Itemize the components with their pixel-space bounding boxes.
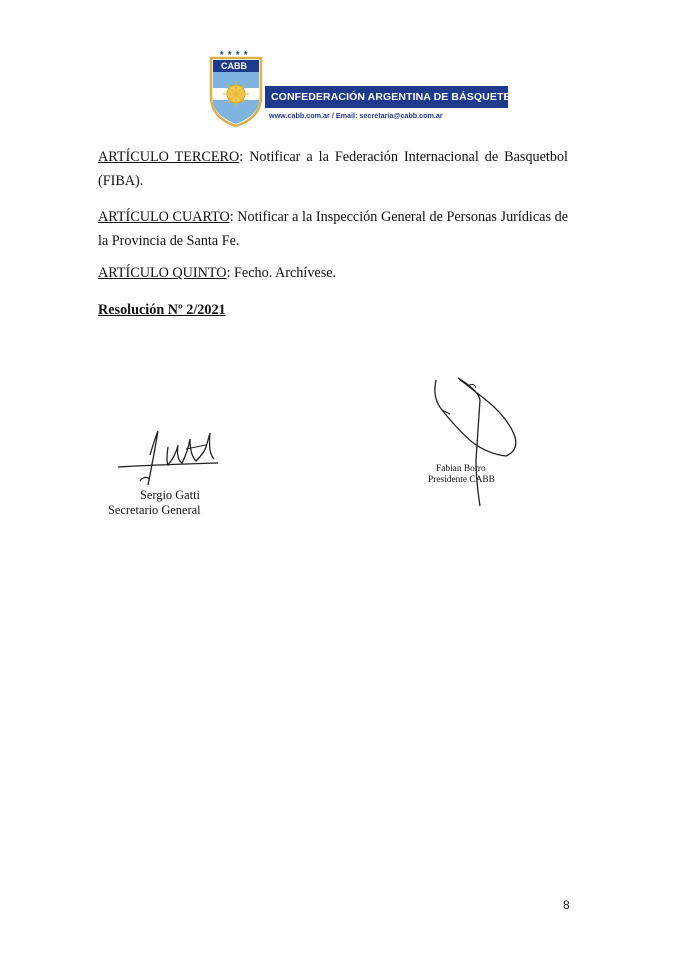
article-heading: ARTÍCULO CUARTO [98,209,230,225]
svg-text:★: ★ [219,50,225,57]
svg-text:★: ★ [235,50,241,57]
article-text: : Fecho. Archívese. [226,265,337,281]
article-tercero [98,145,568,193]
svg-text:★: ★ [227,50,233,57]
organization-banner: CONFEDERACIÓN ARGENTINA DE BÁSQUETBOL [265,86,508,108]
article-quinto [98,261,568,285]
article-text: : Notificar a la Federación Internacional de Basquetbol (FIBA). [98,149,568,189]
signatory-title-right: Presidente CABB [428,475,495,485]
handwritten-signature-right [428,370,523,510]
signatory-name-left: Sergio Gatti [140,488,200,502]
crest-label: CABB [221,61,247,71]
article-heading: ARTÍCULO TERCERO [98,149,240,165]
handwritten-signature-left [110,425,230,495]
letterhead [207,48,526,130]
svg-text:★: ★ [243,50,249,57]
resolution-number: Resolución Nº 2/2021 [98,302,226,318]
page-number: 8 [563,898,570,912]
signatory-name-right: Fabian Borro [436,464,486,474]
article-heading: ARTÍCULO QUINTO [98,265,227,281]
cabb-crest-logo [207,48,265,128]
contact-line: www.cabb.com.ar / Email: secretaria@cabb.com.ar [269,111,443,120]
signatory-title-left: Secretario General [108,503,201,517]
article-text: : Notificar a la Inspección General de Personas Jurídicas de la Provincia de Santa Fe. [98,209,568,249]
article-cuarto [98,205,568,253]
